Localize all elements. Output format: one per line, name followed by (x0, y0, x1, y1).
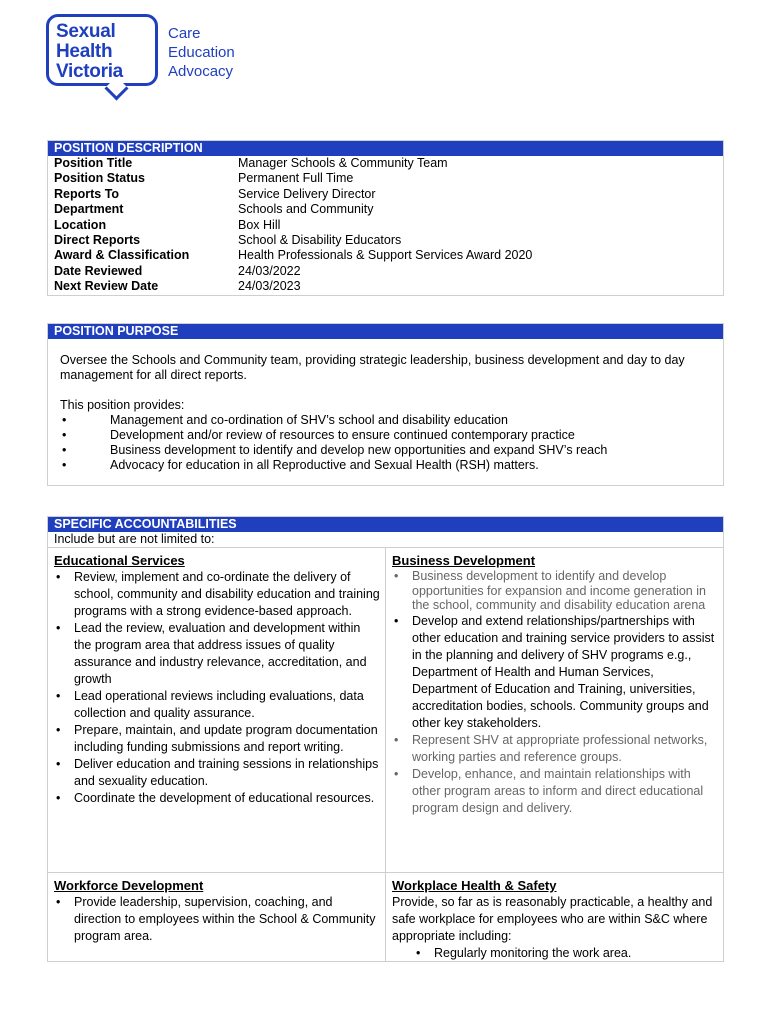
row-label: Location (54, 217, 107, 232)
table-row (48, 264, 723, 279)
business-development-list (392, 569, 719, 817)
position-purpose-heading: POSITION PURPOSE (48, 324, 723, 339)
row-label: Position Status (54, 171, 145, 186)
bullet-icon: • (62, 413, 67, 427)
row-value: Box Hill (238, 217, 281, 232)
list-item (60, 458, 711, 473)
row-value: Manager Schools & Community Team (238, 156, 448, 170)
row-label: Position Title (54, 156, 133, 170)
logo-word-2: Health (56, 41, 113, 62)
list-item: • Review, implement and co-ordinate the delivery of school, community and disability education and training programs with a strong evidence-based approach. (54, 569, 381, 620)
bullet-icon: • (62, 443, 67, 457)
row-value: Health Professionals & Support Services Award 2020 (238, 248, 533, 263)
list-item: • Business development to identify and develop opportunities for expansion and income generation in the school, community and disability education arena (392, 569, 719, 613)
row-label: Award & Classification (54, 248, 190, 263)
position-description-section (47, 140, 724, 296)
table-row (48, 156, 723, 171)
purpose-bullet-text: Development and/or review of resources to ensure continued contemporary practice (110, 428, 575, 442)
workplace-health-safety-cell (386, 873, 723, 961)
accountabilities-subheading: Include but are not limited to: (54, 532, 215, 546)
list-item: • Develop and extend relationships/partnerships with other education and training service providers to assist in the planning and delivery of SHV programs e.g., Department of Health and Human Services, Department of Education and Training, universities, accreditation bodies, schools. Community groups and other key stakeholders. (392, 613, 719, 732)
row-value: 24/03/2022 (238, 263, 301, 278)
position-purpose-body (48, 339, 723, 485)
table-row (48, 279, 723, 294)
bullet-icon: • (62, 458, 67, 472)
table-row (48, 202, 723, 217)
row-value: 24/03/2023 (238, 279, 301, 294)
logo-word-3: Victoria (56, 61, 123, 82)
position-description-table (48, 156, 723, 295)
purpose-bullet-text: Business development to identify and develop new opportunities and expand SHV’s reach (110, 443, 608, 457)
business-development-title: Business Development (392, 553, 536, 568)
row-value: School & Disability Educators (238, 232, 402, 247)
purpose-provides-label: This position provides: (60, 398, 185, 412)
workplace-health-safety-title: Workplace Health & Safety (392, 878, 557, 893)
purpose-bullet-text: Management and co-ordination of SHV’s school and disability education (110, 413, 508, 427)
educational-services-title: Educational Services (54, 553, 185, 568)
list-item: • Provide leadership, supervision, coaching, and direction to employees within the School & Community program area. (54, 894, 381, 945)
workplace-health-safety-list (392, 945, 719, 962)
business-development-cell (386, 548, 723, 872)
row-label: Department (54, 202, 124, 217)
list-item: • Lead the review, evaluation and development within the program area that address issues of quality assurance and industry relevance, accreditation, and growth (54, 620, 381, 688)
logo-tagline-2: Education (168, 44, 235, 61)
table-row (48, 218, 723, 233)
workplace-health-safety-intro: Provide, so far as is reasonably practicable, a healthy and safe workplace for employees who are within S&C where appropriate including: (392, 895, 713, 943)
list-item (60, 428, 711, 443)
row-value: Permanent Full Time (238, 171, 354, 186)
purpose-intro: Oversee the Schools and Community team, providing strategic leadership, business development and day to day management for all direct reports. (60, 353, 685, 382)
list-item: • Develop, enhance, and maintain relationships with other program areas to inform and direct educational program design and delivery. (392, 766, 719, 817)
specific-accountabilities-section (47, 516, 724, 962)
position-description-heading: POSITION DESCRIPTION (48, 141, 723, 156)
accountabilities-heading: SPECIFIC ACCOUNTABILITIES (48, 517, 723, 532)
row-label: Reports To (54, 186, 120, 201)
row-label: Direct Reports (54, 232, 141, 247)
educational-services-cell (48, 548, 386, 872)
row-label: Next Review Date (54, 279, 159, 294)
logo-tagline-3: Advocacy (168, 63, 234, 80)
list-item: • Coordinate the development of educational resources. (54, 790, 381, 807)
table-row (48, 248, 723, 263)
position-purpose-section (47, 323, 724, 486)
sexual-health-victoria-logo (46, 14, 296, 114)
workforce-development-list (54, 894, 381, 945)
list-item (60, 413, 711, 428)
accountabilities-row-1 (48, 547, 723, 872)
list-item: • Prepare, maintain, and update program documentation including funding submissions and report writing. (54, 722, 381, 756)
list-item: • Regularly monitoring the work area. (414, 945, 719, 962)
row-value: Schools and Community (238, 202, 374, 217)
educational-services-list (54, 569, 381, 807)
list-item: • Deliver education and training sessions in relationships and sexuality education. (54, 756, 381, 790)
logo-tagline-1: Care (168, 25, 201, 42)
list-item: • Represent SHV at appropriate professional networks, working parties and reference groups. (392, 732, 719, 766)
workforce-development-title: Workforce Development (54, 878, 204, 893)
table-row (48, 233, 723, 248)
purpose-bullet-text: Advocacy for education in all Reproductive and Sexual Health (RSH) matters. (110, 458, 539, 472)
list-item: • Lead operational reviews including evaluations, data collection and quality assurance. (54, 688, 381, 722)
accountabilities-row-2 (48, 872, 723, 961)
list-item (60, 443, 711, 458)
row-label: Date Reviewed (54, 263, 143, 278)
bullet-icon: • (62, 428, 67, 442)
table-row (48, 171, 723, 186)
logo-word-1: Sexual (56, 21, 116, 42)
row-value: Service Delivery Director (238, 186, 376, 201)
table-row (48, 187, 723, 202)
workforce-development-cell (48, 873, 386, 961)
